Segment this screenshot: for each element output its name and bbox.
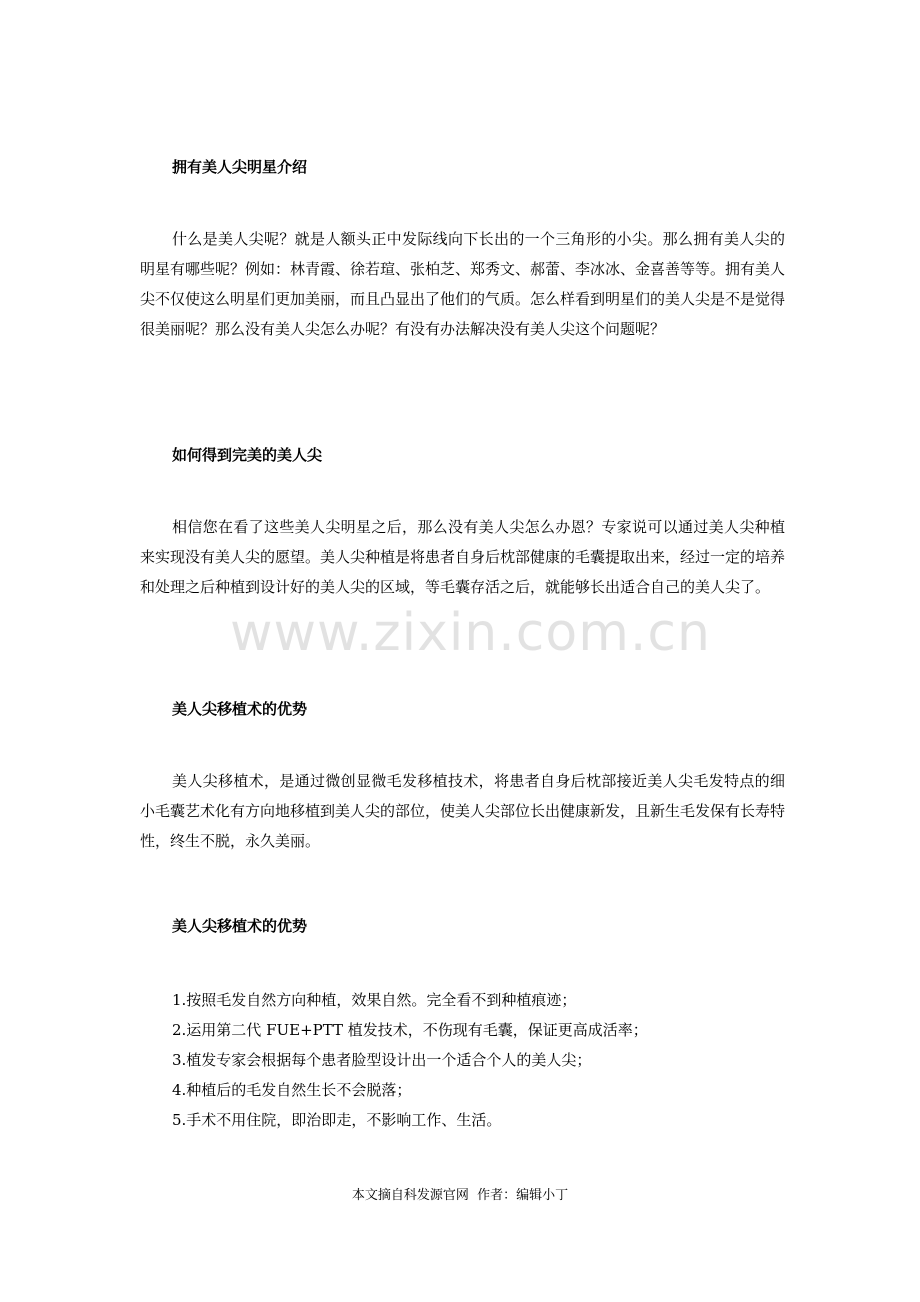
footer-credit: 本文摘自科发源官网 作者：编辑小丁: [351, 1188, 569, 1203]
watermark: www.zixin.com.cn: [230, 603, 711, 663]
advantages-list: [172, 985, 785, 1135]
section-paragraph-how-to: 相信您在看了这些美人尖明星之后，那么没有美人尖怎么办恩？专家说可以通过美人尖种植来实现没有美人尖的愿望。美人尖种植是将患者自身后枕部健康的毛囊提取出来，经过一定的培养和处理之后种植到设计好的美人尖的区域，等毛囊存活之后，就能够长出适合自己的美人尖了。: [140, 518, 786, 596]
section-heading-stars: 拥有美人尖明星介绍: [172, 158, 308, 176]
section-heading-how-to: 如何得到完美的美人尖: [172, 446, 323, 464]
section-paragraph-advantages: 美人尖移植术，是通过微创显微毛发移植技术，将患者自身后枕部接近美人尖毛发特点的细小毛囊艺术化有方向地移植到美人尖的部位，使美人尖部位长出健康新发，且新生毛发保有长寿特性，终生不脱，永久美丽。: [140, 772, 786, 850]
list-item: 4.种植后的毛发自然生长不会脱落；: [172, 1081, 412, 1099]
list-item: 2.运用第二代 FUE+PTT 植发技术，不伤现有毛囊，保证更高成活率；: [172, 1021, 648, 1039]
section-heading-advantages: 美人尖移植术的优势: [172, 700, 308, 718]
list-item: 1.按照毛发自然方向种植，效果自然。完全看不到种植痕迹；: [172, 991, 577, 1009]
section-paragraph-stars: 什么是美人尖呢？就是人额头正中发际线向下长出的一个三角形的小尖。那么拥有美人尖的明星有哪些呢？例如：林青霞、徐若瑄、张柏芝、郑秀文、郝蕾、李冰冰、金喜善等等。拥有美人尖不仅使这么明星们更加美丽，而且凸显出了他们的气质。怎么样看到明星们的美人尖是不是觉得很美丽呢？那么没有美人尖怎么办呢？有没有办法解决没有美人尖这个问题呢？: [140, 230, 786, 338]
list-item: 5.手术不用住院，即治即走，不影响工作、生活。: [172, 1111, 502, 1129]
section-heading-advantages-list: 美人尖移植术的优势: [172, 917, 308, 935]
list-item: 3.植发专家会根据每个患者脸型设计出一个适合个人的美人尖；: [172, 1051, 592, 1069]
